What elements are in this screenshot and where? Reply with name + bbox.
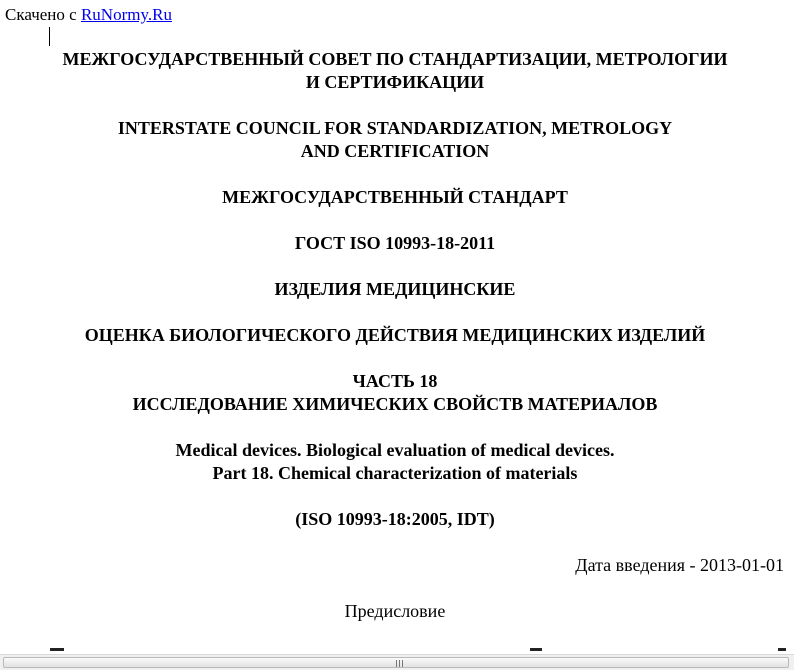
grip-icon: [395, 660, 404, 667]
standard-type: МЕЖГОСУДАРСТВЕННЫЙ СТАНДАРТ: [222, 187, 568, 207]
scrollbar-thumb[interactable]: [3, 657, 789, 668]
runormy-link[interactable]: RuNormy.Ru: [80, 5, 172, 24]
council-en-line-2: AND CERTIFICATION: [300, 141, 490, 161]
introduction-date: Дата введения - 2013-01-01: [575, 555, 784, 575]
council-en-line-1: INTERSTATE COUNCIL FOR STANDARDIZATION, METROLOGY: [117, 118, 673, 138]
council-ru-line-2: И СЕРТИФИКАЦИИ: [305, 72, 485, 92]
part-title: ИССЛЕДОВАНИЕ ХИМИЧЕСКИХ СВОЙСТВ МАТЕРИАЛОВ: [132, 394, 658, 414]
iso-reference: (ISO 10993-18:2005, IDT): [295, 509, 495, 529]
title-main: ОЦЕНКА БИОЛОГИЧЕСКОГО ДЕЙСТВИЯ МЕДИЦИНСКИХ ИЗДЕЛИЙ: [84, 325, 706, 345]
downloaded-from-line: [5, 5, 172, 25]
title-en-line-2: Part 18. Chemical characterization of materials: [212, 463, 578, 483]
foreword-heading: Предисловие: [344, 601, 446, 621]
part-label: ЧАСТЬ 18: [352, 371, 438, 391]
downloaded-prefix: Скачено с: [5, 5, 77, 24]
text-cursor: [49, 27, 50, 46]
horizontal-scrollbar[interactable]: [0, 654, 794, 670]
standard-number: ГОСТ ISO 10993-18-2011: [294, 233, 496, 253]
title-group: ИЗДЕЛИЯ МЕДИЦИНСКИЕ: [274, 279, 516, 299]
title-en-line-1: Medical devices. Biological evaluation of medical devices.: [175, 440, 615, 460]
council-ru-line-1: МЕЖГОСУДАРСТВЕННЫЙ СОВЕТ ПО СТАНДАРТИЗАЦИИ, МЕТРОЛОГИИ: [62, 49, 728, 69]
